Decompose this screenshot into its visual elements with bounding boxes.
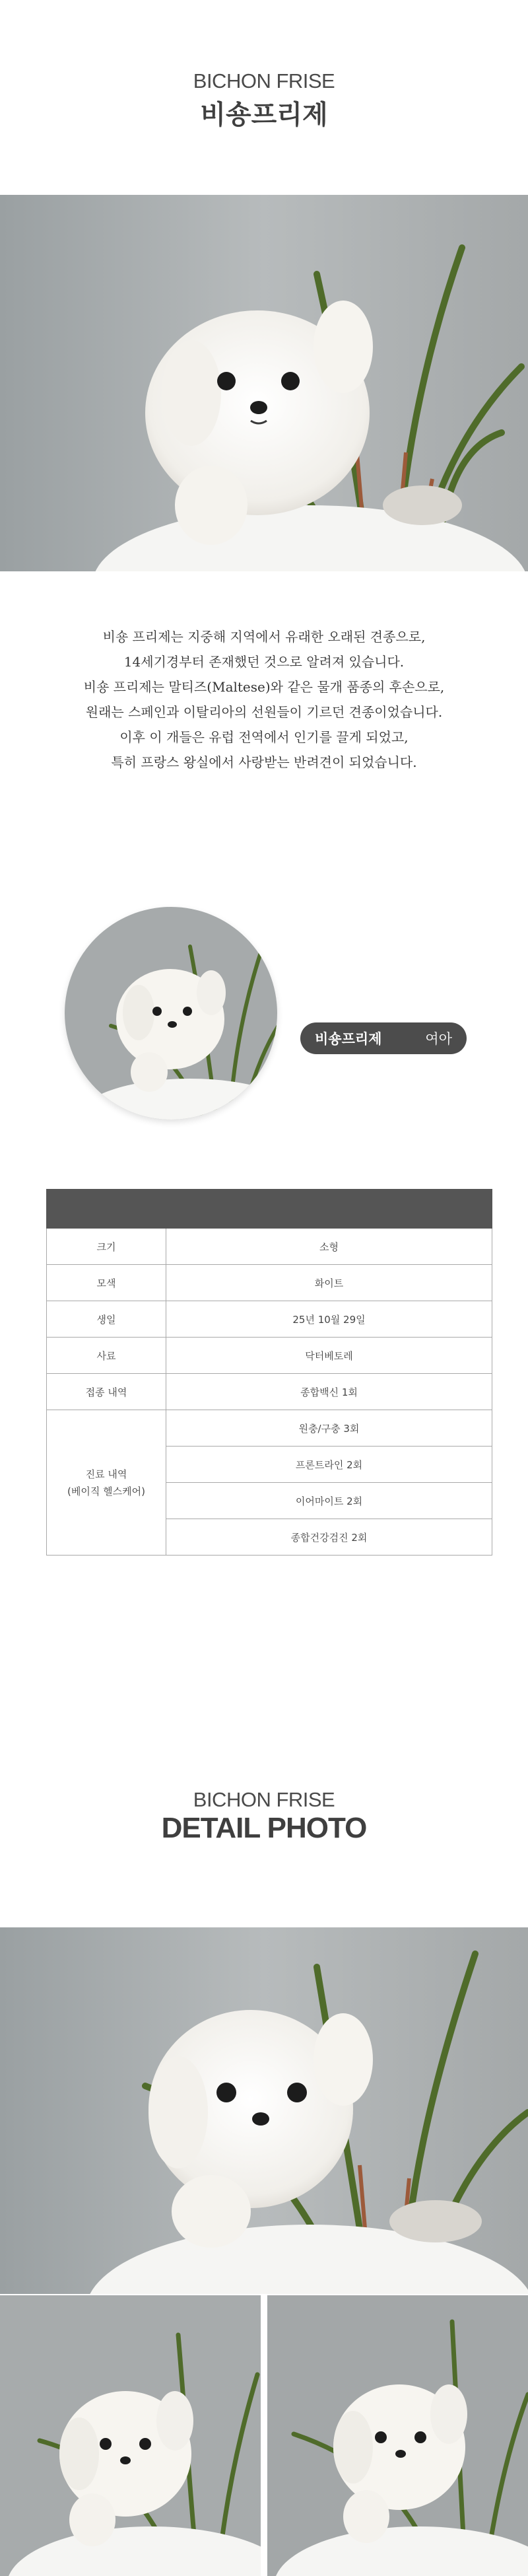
table-header-left bbox=[47, 1190, 166, 1229]
row-label: 접종 내역 bbox=[47, 1374, 166, 1410]
description-line: 이후 이 개들은 유럽 전역에서 인기를 끌게 되었고, bbox=[119, 729, 409, 745]
treatment-label-line1: 진료 내역 bbox=[85, 1468, 127, 1480]
description-line: 비숑 프리제는 지중해 지역에서 유래한 오래된 견종으로, bbox=[102, 629, 426, 645]
puppy-gender: 여아 bbox=[425, 1031, 452, 1047]
description-line: 특히 프랑스 왕실에서 사랑받는 반려견이 되었습니다. bbox=[111, 754, 417, 770]
detail-photo-large bbox=[0, 1927, 528, 2294]
treatment-value: 이어마이트 2회 bbox=[166, 1483, 492, 1519]
treatment-value: 원충/구충 3회 bbox=[166, 1410, 492, 1447]
header-en-title: BICHON FRISE bbox=[193, 69, 335, 92]
detail-en-title: BICHON FRISE bbox=[193, 1788, 335, 1811]
row-value: 25년 10월 29일 bbox=[166, 1301, 492, 1338]
description bbox=[0, 624, 528, 775]
info-table bbox=[46, 1189, 492, 1556]
treatment-value: 종합건강검진 2회 bbox=[166, 1519, 492, 1556]
table-header-row bbox=[47, 1190, 492, 1229]
treatment-label bbox=[47, 1410, 166, 1556]
table-row bbox=[47, 1410, 492, 1447]
table-row bbox=[47, 1265, 492, 1301]
description-line: 비숑 프리제는 말티즈(Maltese)와 같은 물개 품종의 후손으로, bbox=[83, 679, 445, 695]
hero-puppy-photo bbox=[0, 195, 528, 571]
header-ko-title: 비숑프리제 bbox=[200, 100, 328, 130]
profile-photo bbox=[65, 907, 277, 1120]
row-value: 화이트 bbox=[166, 1265, 492, 1301]
row-value: 닥터베토레 bbox=[166, 1338, 492, 1374]
row-value: 종합백신 1회 bbox=[166, 1374, 492, 1410]
puppy-name: 비숑프리제 bbox=[315, 1031, 382, 1047]
table-row bbox=[47, 1301, 492, 1338]
name-pill bbox=[300, 1022, 467, 1054]
row-label: 모색 bbox=[47, 1265, 166, 1301]
row-label: 크기 bbox=[47, 1229, 166, 1265]
table-row bbox=[47, 1338, 492, 1374]
description-line: 14세기경부터 존재했던 것으로 알려져 있습니다. bbox=[123, 654, 405, 670]
table-header-right bbox=[166, 1190, 492, 1229]
detail-photo-small-left bbox=[0, 2295, 261, 2576]
table-row bbox=[47, 1374, 492, 1410]
table-row bbox=[47, 1229, 492, 1265]
row-value: 소형 bbox=[166, 1229, 492, 1265]
detail-photo-small-right bbox=[267, 2295, 528, 2576]
detail-title: DETAIL PHOTO bbox=[161, 1812, 367, 1844]
row-label: 사료 bbox=[47, 1338, 166, 1374]
treatment-value: 프론트라인 2회 bbox=[166, 1447, 492, 1483]
treatment-label-line2: (베이직 헬스케어) bbox=[67, 1485, 145, 1497]
description-line: 원래는 스페인과 이탈리아의 선원들이 기르던 견종이었습니다. bbox=[85, 704, 443, 720]
row-label: 생일 bbox=[47, 1301, 166, 1338]
